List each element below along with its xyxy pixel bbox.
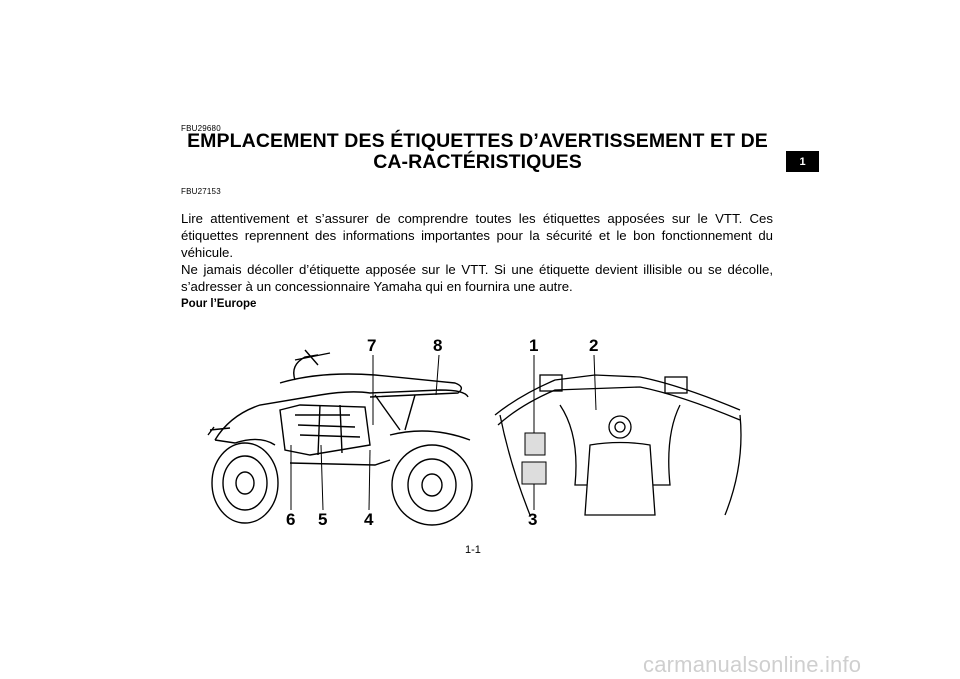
callout-4: 4 — [364, 510, 374, 529]
callout-6: 6 — [286, 510, 296, 529]
page-title: EMPLACEMENT DES ÉTIQUETTES D’AVERTISSEMENT ET DE CA-RACTÉRISTIQUES — [187, 130, 768, 173]
paragraph-warning: Ne jamais décoller d’étiquette apposée sur le VTT. Si une étiquette devient illisible ou se décolle, s’adresser à un concessionnaire Yamaha qui en fournira une autre. — [181, 262, 773, 294]
callout-8: 8 — [433, 336, 443, 355]
callout-1: 1 — [529, 336, 539, 355]
callout-3: 3 — [528, 510, 538, 529]
page-number: 1-1 — [465, 544, 481, 556]
callout-7: 7 — [367, 336, 377, 355]
atv-side-view — [208, 350, 472, 525]
callout-5: 5 — [318, 510, 328, 529]
document-code-secondary: FBU27153 — [181, 187, 221, 196]
watermark: carmanualsonline.info — [643, 652, 862, 677]
body-text — [181, 210, 773, 313]
chapter-tab[interactable]: 1 — [786, 151, 819, 172]
paragraph-intro: Lire attentivement et s’assurer de comprendre toutes les étiquettes apposées sur le VTT. Ces étiquettes reprennent des informations importantes pour la sécurité et le bon fonctionnement du véhicule. — [181, 211, 773, 260]
warning-label-3 — [522, 462, 546, 484]
callout-2: 2 — [589, 336, 599, 355]
subheading-europe: Pour l’Europe — [181, 298, 257, 310]
document-code: FBU29680 — [181, 124, 221, 133]
atv-label-illustration — [200, 335, 750, 535]
warning-label-1 — [525, 433, 545, 455]
